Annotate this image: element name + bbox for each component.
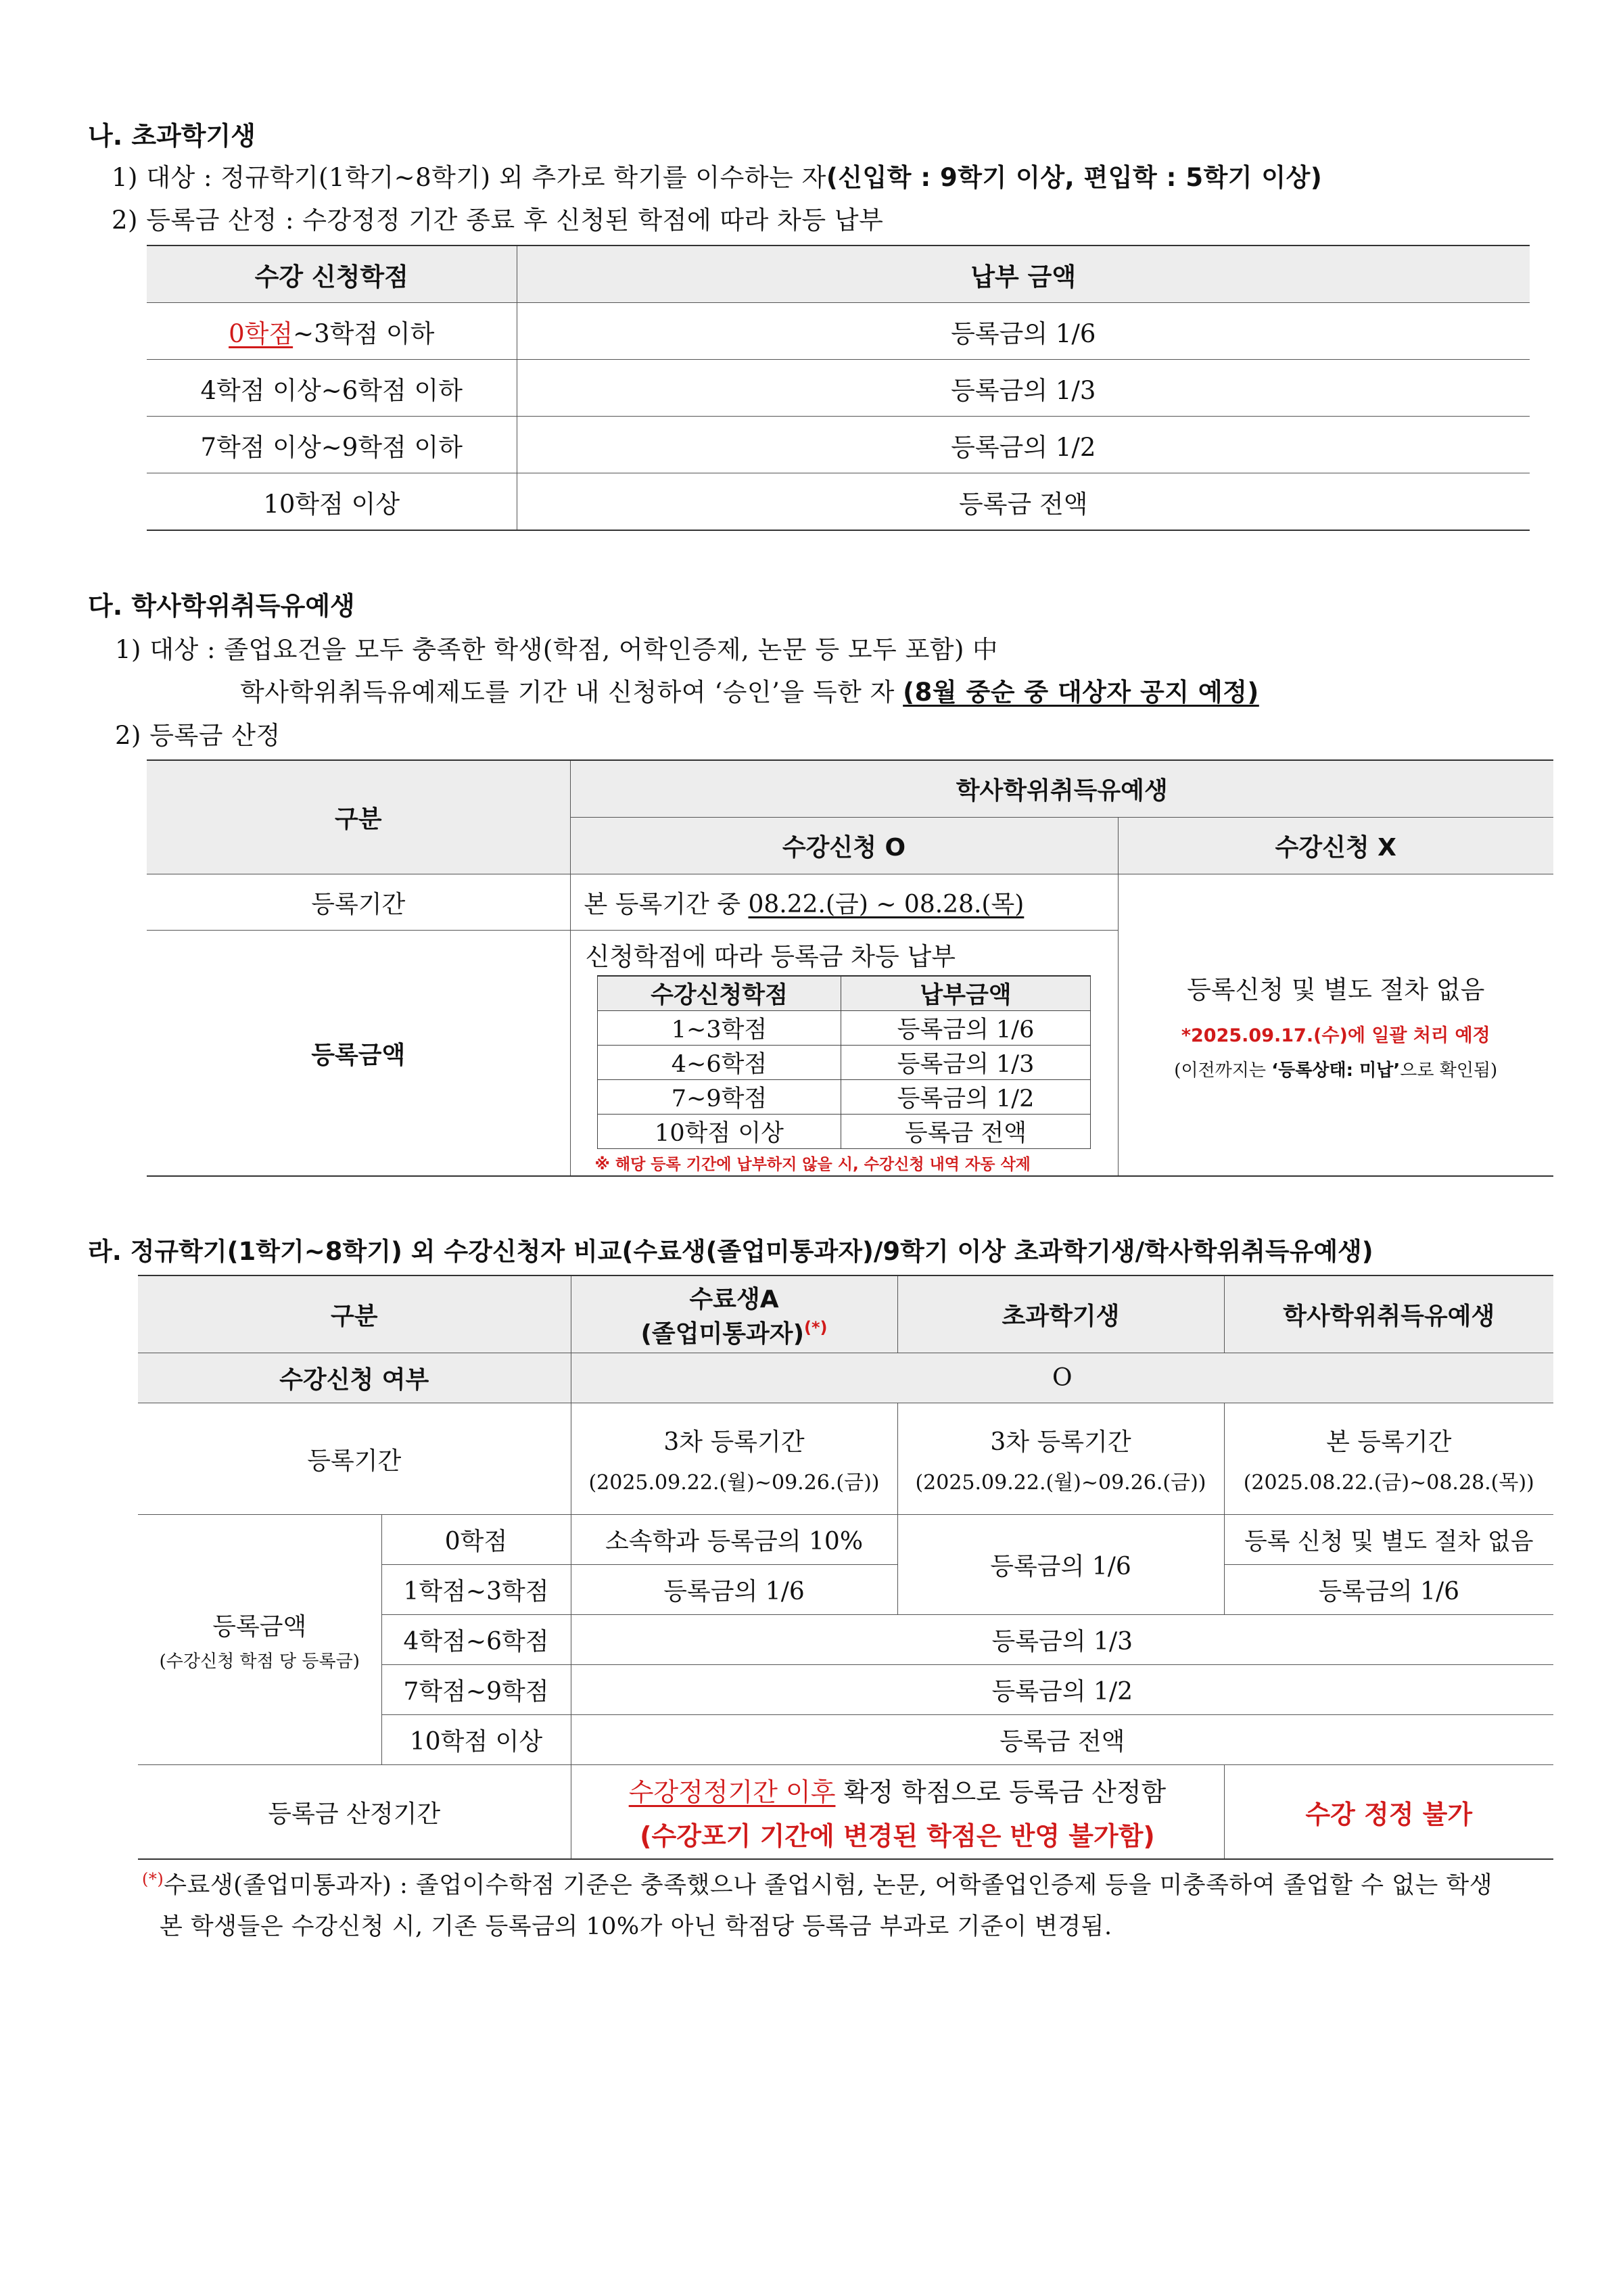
batch-process-note: *2025.09.17.(수)에 일괄 처리 예정 <box>1181 1025 1490 1046</box>
credit-band: 7학점~9학점 <box>381 1665 571 1715</box>
period-graduate-a <box>571 1403 897 1515</box>
amount-cell: 등록금의 1/3 <box>517 360 1530 417</box>
period-cell <box>570 874 1118 931</box>
amount-excess: 등록금의 1/6 <box>897 1515 1224 1615</box>
calc-period-cell <box>571 1765 1224 1860</box>
footnote-line-2: 본 학생들은 수강신청 시, 기존 등록금의 10%가 아닌 학점당 등록금 부과로 기준이 변경됨. <box>160 1913 1112 1940</box>
credit-amount-subtable <box>597 975 1091 1149</box>
period-prefix: 본 등록기간 중 <box>584 890 749 918</box>
amount-detail-cell <box>570 931 1118 1177</box>
label-amount <box>138 1515 381 1765</box>
target-line <box>112 157 1322 193</box>
section-title-da: 다. 학사학위취득유예생 <box>88 591 355 621</box>
amount-all: 등록금의 1/2 <box>571 1665 1553 1715</box>
fee-calc-line: 2) 등록금 산정 : 수강정정 기간 종료 후 신청된 학점에 따라 차등 납부 <box>112 206 884 235</box>
calc-text: 확정 학점으로 등록금 산정함 <box>835 1777 1167 1807</box>
credit-band: 0학점 <box>381 1515 571 1565</box>
excess-semester-fee-table <box>147 245 1530 531</box>
subtable-row <box>598 1080 1091 1115</box>
subtable-row <box>598 1011 1091 1046</box>
header-gubun: 구분 <box>147 760 570 874</box>
period-dates: 08.22.(금) ~ 08.28.(목) <box>748 890 1025 918</box>
sub-credits: 4~6학점 <box>598 1046 841 1080</box>
status-note-suffix: 으로 확인됨) <box>1400 1060 1498 1081</box>
table-row <box>147 473 1530 531</box>
header-enroll-o: 수강신청 O <box>570 818 1118 874</box>
target-line-2 <box>240 672 1259 708</box>
table-header-row <box>147 760 1553 818</box>
status-unpaid: ‘등록상태: 미납’ <box>1271 1060 1401 1081</box>
header-group: 학사학위취득유예생 <box>570 760 1553 818</box>
auto-delete-note: ※ 해당 등록 기간에 납부하지 않을 시, 수강신청 내역 자동 삭제 <box>594 1156 1031 1173</box>
amount-deferment: 등록금의 1/6 <box>1224 1565 1553 1615</box>
credit-band: 1학점~3학점 <box>381 1565 571 1615</box>
table-row <box>138 1765 1553 1860</box>
amount-all: 등록금의 1/3 <box>571 1615 1553 1665</box>
label-period: 등록기간 <box>147 874 570 931</box>
period-dates: (2025.08.22.(금)~08.28.(목)) <box>1243 1470 1534 1495</box>
amount-intro: 신청학점에 따라 등록금 차등 납부 <box>585 942 956 971</box>
period-dates: (2025.09.22.(월)~09.26.(금)) <box>915 1470 1206 1495</box>
amount-label-text: 등록금액 <box>212 1612 307 1641</box>
target-text: 학사학위취득유예제도를 기간 내 신청하여 ‘승인’을 득한 자 <box>240 678 903 707</box>
header-excess-semester: 초과학기생 <box>897 1275 1224 1353</box>
target-bold-text: (신입학 : 9학기 이상, 편입학 : 5학기 이상) <box>826 163 1323 192</box>
fee-calc-line: 2) 등록금 산정 <box>115 721 281 750</box>
target-text: 1) 대상 : 정규학기(1학기~8학기) 외 추가로 학기를 이수하는 자 <box>112 163 826 192</box>
amount-all: 등록금 전액 <box>571 1715 1553 1765</box>
section-title-ra: 라. 정규학기(1학기~8학기) 외 수강신청자 비교(수료생(졸업미통과자)/9학기 이상 초과학기생/학사학위취득유예생) <box>88 1237 1373 1266</box>
label-calc-period: 등록금 산정기간 <box>138 1765 571 1860</box>
header-graduate-a <box>571 1275 897 1353</box>
footnote-marker: (*) <box>142 1869 164 1889</box>
section-title-na: 나. 초과학기생 <box>88 121 256 151</box>
period-excess <box>897 1403 1224 1515</box>
credits-cell <box>147 303 517 360</box>
no-procedure-text: 등록신청 및 별도 절차 없음 <box>1187 975 1485 1004</box>
table-header-row <box>138 1275 1553 1353</box>
sub-amount: 등록금의 1/6 <box>841 1011 1091 1046</box>
label-amount: 등록금액 <box>147 931 570 1177</box>
label-period: 등록기간 <box>138 1403 571 1515</box>
amount-deferment: 등록 신청 및 별도 절차 없음 <box>1224 1515 1553 1565</box>
status-note-prefix: (이전까지는 <box>1174 1060 1272 1081</box>
comparison-table <box>138 1275 1553 1860</box>
footnote-text: 수료생(졸업미통과자) : 졸업이수학점 기준은 충족했으나 졸업시험, 논문, 어학졸업인증제 등을 미충족하여 졸업할 수 없는 학생 <box>164 1872 1493 1899</box>
period-title: 3차 등록기간 <box>663 1428 805 1456</box>
table-row <box>147 360 1530 417</box>
table-row <box>147 417 1530 473</box>
header-credits: 수강 신청학점 <box>147 245 517 303</box>
period-title: 3차 등록기간 <box>990 1428 1131 1456</box>
no-enroll-cell <box>1118 874 1553 1177</box>
sub-credits: 10학점 이상 <box>598 1115 841 1149</box>
sub-header-credits: 수강신청학점 <box>598 976 841 1011</box>
amount-label-sub: (수강신청 학점 당 등록금) <box>159 1651 360 1672</box>
label-enroll: 수강신청 여부 <box>138 1353 571 1403</box>
header-graduate-a-line1: 수료생A <box>689 1285 779 1313</box>
status-note <box>1123 1056 1550 1081</box>
header-amount: 납부 금액 <box>517 245 1530 303</box>
target-line: 1) 대상 : 졸업요건을 모두 충족한 학생(학점, 어학인증제, 논문 등 모두 포함) 中 <box>115 635 998 664</box>
credits-cell: 7학점 이상~9학점 이하 <box>147 417 517 473</box>
no-correction: 수강 정정 불가 <box>1224 1765 1553 1860</box>
table-row <box>138 1515 1553 1565</box>
table-header-row <box>147 245 1530 303</box>
period-deferment <box>1224 1403 1553 1515</box>
sub-amount: 등록금 전액 <box>841 1115 1091 1149</box>
amount-cell: 등록금 전액 <box>517 473 1530 531</box>
header-deferment: 학사학위취득유예생 <box>1224 1275 1553 1353</box>
credit-band: 4학점~6학점 <box>381 1615 571 1665</box>
subtable-header-row <box>598 976 1091 1011</box>
credits-cell: 4학점 이상~6학점 이하 <box>147 360 517 417</box>
period-title: 본 등록기간 <box>1326 1428 1452 1456</box>
deferment-fee-table <box>147 759 1553 1177</box>
sub-amount: 등록금의 1/3 <box>841 1046 1091 1080</box>
table-row <box>147 303 1530 360</box>
table-row <box>138 1353 1553 1403</box>
zero-credit-highlight: 0학점 <box>229 319 293 348</box>
amount-cell: 등록금의 1/2 <box>517 417 1530 473</box>
table-row <box>138 1403 1553 1515</box>
sub-credits: 7~9학점 <box>598 1080 841 1115</box>
amount-cell: 등록금의 1/6 <box>517 303 1530 360</box>
header-graduate-a-line2 <box>575 1315 893 1349</box>
sub-credits: 1~3학점 <box>598 1011 841 1046</box>
calc-line-1 <box>575 1771 1220 1808</box>
amount-graduate-a: 등록금의 1/6 <box>571 1565 897 1615</box>
header-gubun: 구분 <box>138 1275 571 1353</box>
credits-range: ~3학점 이하 <box>293 319 435 348</box>
after-correction-period: 수강정정기간 이후 <box>628 1777 836 1807</box>
notice-schedule: (8월 중순 중 대상자 공지 예정) <box>903 678 1259 707</box>
header-enroll-x: 수강신청 X <box>1118 818 1553 874</box>
header-graduate-a-sub: (졸업미통과자) <box>640 1319 805 1348</box>
credits-cell: 10학점 이상 <box>147 473 517 531</box>
footnote-marker: (*) <box>804 1317 828 1337</box>
period-dates: (2025.09.22.(월)~09.26.(금)) <box>588 1470 880 1495</box>
credit-band: 10학점 이상 <box>381 1715 571 1765</box>
table-row <box>147 874 1553 931</box>
amount-graduate-a: 소속학과 등록금의 10% <box>571 1515 897 1565</box>
subtable-row <box>598 1115 1091 1149</box>
footnote-line-1 <box>142 1867 1492 1900</box>
sub-amount: 등록금의 1/2 <box>841 1080 1091 1115</box>
enroll-value: O <box>571 1353 1553 1403</box>
sub-header-amount: 납부금액 <box>841 976 1091 1011</box>
calc-warning: (수강포기 기간에 변경된 학점은 반영 불가함) <box>640 1821 1155 1851</box>
subtable-row <box>598 1046 1091 1080</box>
